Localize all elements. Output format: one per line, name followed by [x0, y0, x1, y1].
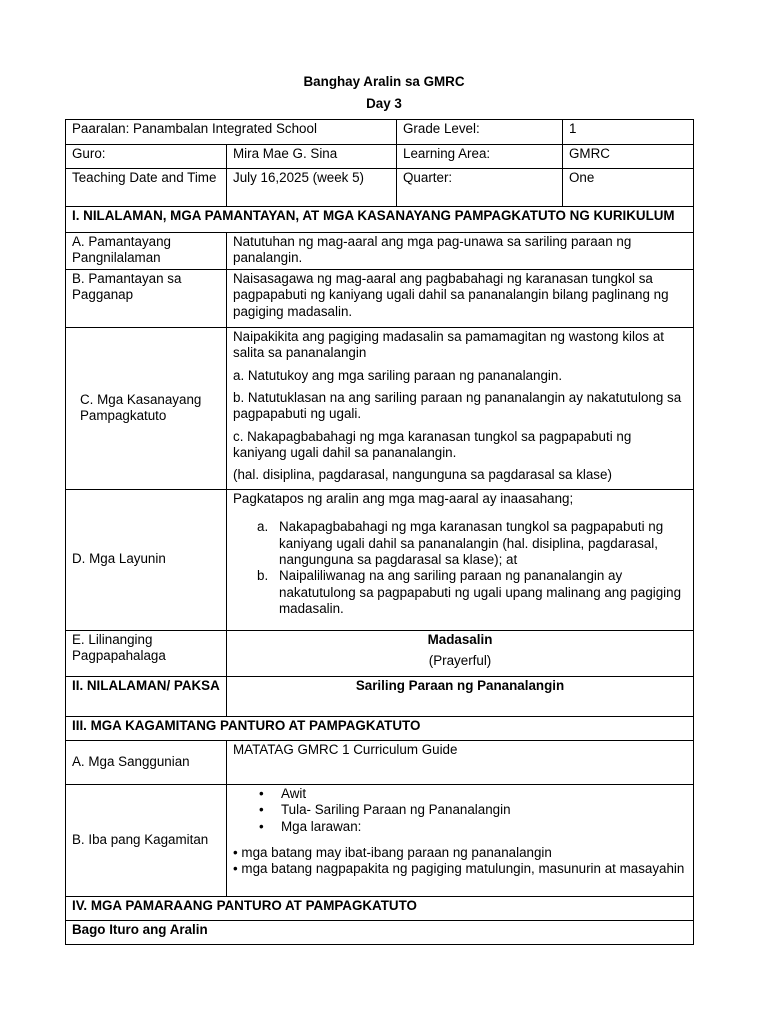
layunin-item: [257, 519, 687, 568]
layunin-marker: b.: [257, 568, 269, 584]
teacher-label: Guro:: [66, 145, 227, 169]
label-iba-pang-kagamitan: B. Iba pang Kagamitan: [66, 785, 227, 897]
kasanayan-item: Naipakikita ang pagiging madasalin sa pamamagitan ng wastong kilos at salita sa pananalangin: [233, 329, 664, 361]
teacher-value: Mira Mae G. Sina: [227, 145, 397, 169]
date-label: Teaching Date and Time: [66, 169, 227, 207]
area-value: GMRC: [563, 145, 694, 169]
kagamitan-content: [227, 785, 694, 897]
section-4-heading-row: [66, 897, 694, 921]
section-4-heading: IV. MGA PAMARAANG PANTURO AT PAMPAGKATUTO: [66, 897, 694, 921]
row-pamantayan-sa-pagganap: [66, 270, 694, 328]
label-nilalaman-paksa: II. NILALAMAN/ PAKSA: [66, 677, 227, 717]
text-pamantayang-pangnilalaman: Natutuhan ng mag-aaral ang mga pag-unawa sa sariling paraan ng panalangin.: [227, 233, 694, 270]
area-label: Learning Area:: [397, 145, 563, 169]
kagamitan-text: Tula- Sariling Paraan ng Pananalangin: [281, 802, 511, 818]
grade-value: 1: [563, 120, 694, 145]
section-1-heading-row: [66, 207, 694, 233]
row-bago-ituro: [66, 921, 694, 945]
row-lilinanging-pagpapahalaga: [66, 631, 694, 677]
kagamitan-item: [259, 786, 687, 802]
layunin-text: Naipaliliwanag na ang sariling paraan ng pananalangin ay nakatutulong sa pagpapabuti ng ugali upang malinang ang pagiging madasalin.: [279, 568, 682, 617]
kagamitan-item: [259, 818, 687, 835]
kagamitan-text: Awit: [281, 786, 307, 801]
lesson-plan-table: [65, 119, 694, 945]
sanggunian-text: MATATAG GMRC 1 Curriculum Guide: [227, 741, 694, 785]
pagpapahalaga-content: [227, 631, 694, 677]
grade-label: Grade Level:: [397, 120, 563, 145]
section-1-heading: I. NILALAMAN, MGA PAMANTAYAN, AT MGA KASANAYANG PAMPAGKATUTO NG KURIKULUM: [66, 207, 694, 233]
bullet-icon: •: [259, 818, 264, 834]
section-3-heading: III. MGA KAGAMITANG PANTURO AT PAMPAGKATUTO: [66, 717, 694, 741]
paksa-value: Sariling Paraan ng Pananalangin: [227, 677, 694, 717]
layunin-list: [233, 519, 687, 617]
layunin-intro: Pagkatapos ng aralin ang mga mag-aaral ay inaasahang;: [233, 491, 574, 506]
label-mga-layunin: D. Mga Layunin: [66, 490, 227, 631]
info-row-teacher: [66, 145, 694, 169]
row-mga-sanggunian: [66, 741, 694, 785]
label-lilinanging-pagpapahalaga: E. Lilinanging Pagpapahalaga: [66, 631, 227, 677]
pagpapahalaga-translation: (Prayerful): [428, 653, 492, 669]
row-mga-layunin: [66, 490, 694, 631]
row-kasanayang-pampagkatuto: [66, 328, 694, 490]
layunin-marker: a.: [257, 519, 269, 535]
school-label: Paaralan: Panambalan Integrated School: [66, 120, 397, 145]
document-title: Banghay Aralin sa GMRC: [303, 74, 465, 89]
larawan-item: • mga batang may ibat-ibang paraan ng pananalangin: [233, 845, 552, 861]
bago-ituro-heading: Bago Ituro ang Aralin: [66, 921, 694, 945]
kagamitan-text: Mga larawan:: [281, 818, 362, 834]
larawan-item: • mga batang nagpapakita ng pagiging matulungin, masunurin at masayahin: [233, 861, 685, 877]
bullet-icon: •: [259, 786, 264, 801]
kagamitan-list: [233, 786, 687, 835]
mga-layunin-content: [227, 490, 694, 631]
row-pamantayang-pangnilalaman: [66, 233, 694, 270]
document-day: Day 3: [366, 96, 402, 111]
quarter-label: Quarter:: [397, 169, 563, 207]
date-value: July 16,2025 (week 5): [227, 169, 397, 207]
kasanayang-pampagkatuto-content: [227, 328, 694, 490]
bullet-icon: •: [259, 802, 264, 818]
layunin-item: [257, 568, 687, 617]
info-row-date: [66, 169, 694, 207]
kasanayan-item: (hal. disiplina, pagdarasal, nangunguna sa pagdarasal sa klase): [233, 467, 612, 483]
quarter-value: One: [563, 169, 694, 207]
section-3-heading-row: [66, 717, 694, 741]
kasanayan-item: c. Nakapagbabahagi ng mga karanasan tungkol sa pagpapabuti ng kaniyang ugali dahil sa pananalangin.: [233, 428, 632, 461]
text-pamantayan-sa-pagganap: Naisasagawa ng mag-aaral ang pagbabahagi ng karanasan tungkol sa pagpapabuti ng kaniyang ugali dahil sa pananalangin bilang paglinang ng pagiging madasalin.: [227, 270, 694, 328]
kagamitan-item: [259, 802, 687, 818]
label-pamantayang-pangnilalaman: A. Pamantayang Pangnilalaman: [66, 233, 227, 270]
label-mga-sanggunian: A. Mga Sanggunian: [66, 741, 227, 785]
kasanayan-item: a. Natutukoy ang mga sariling paraan ng pananalangin.: [233, 367, 563, 383]
row-nilalaman-paksa: [66, 677, 694, 717]
label-pamantayan-sa-pagganap: B. Pamantayan sa Pagganap: [66, 270, 227, 328]
layunin-text: Nakapagbabahagi ng mga karanasan tungkol sa pagpapabuti ng kaniyang ugali dahil sa pananalangin (hal. disiplina, pagdarasal, nangunguna sa pagdarasal sa klase); at: [279, 519, 664, 568]
row-iba-pang-kagamitan: [66, 785, 694, 897]
pagpapahalaga-value: Madasalin: [427, 632, 493, 647]
kasanayan-item: b. Natutuklasan na ang sariling paraan ng pananalangin ay nakatutulong sa pagpapabuti ng ugali.: [233, 390, 682, 422]
info-row-school: [66, 120, 694, 145]
label-kasanayang-pampagkatuto: C. Mga Kasanayang Pampagkatuto: [66, 328, 227, 490]
